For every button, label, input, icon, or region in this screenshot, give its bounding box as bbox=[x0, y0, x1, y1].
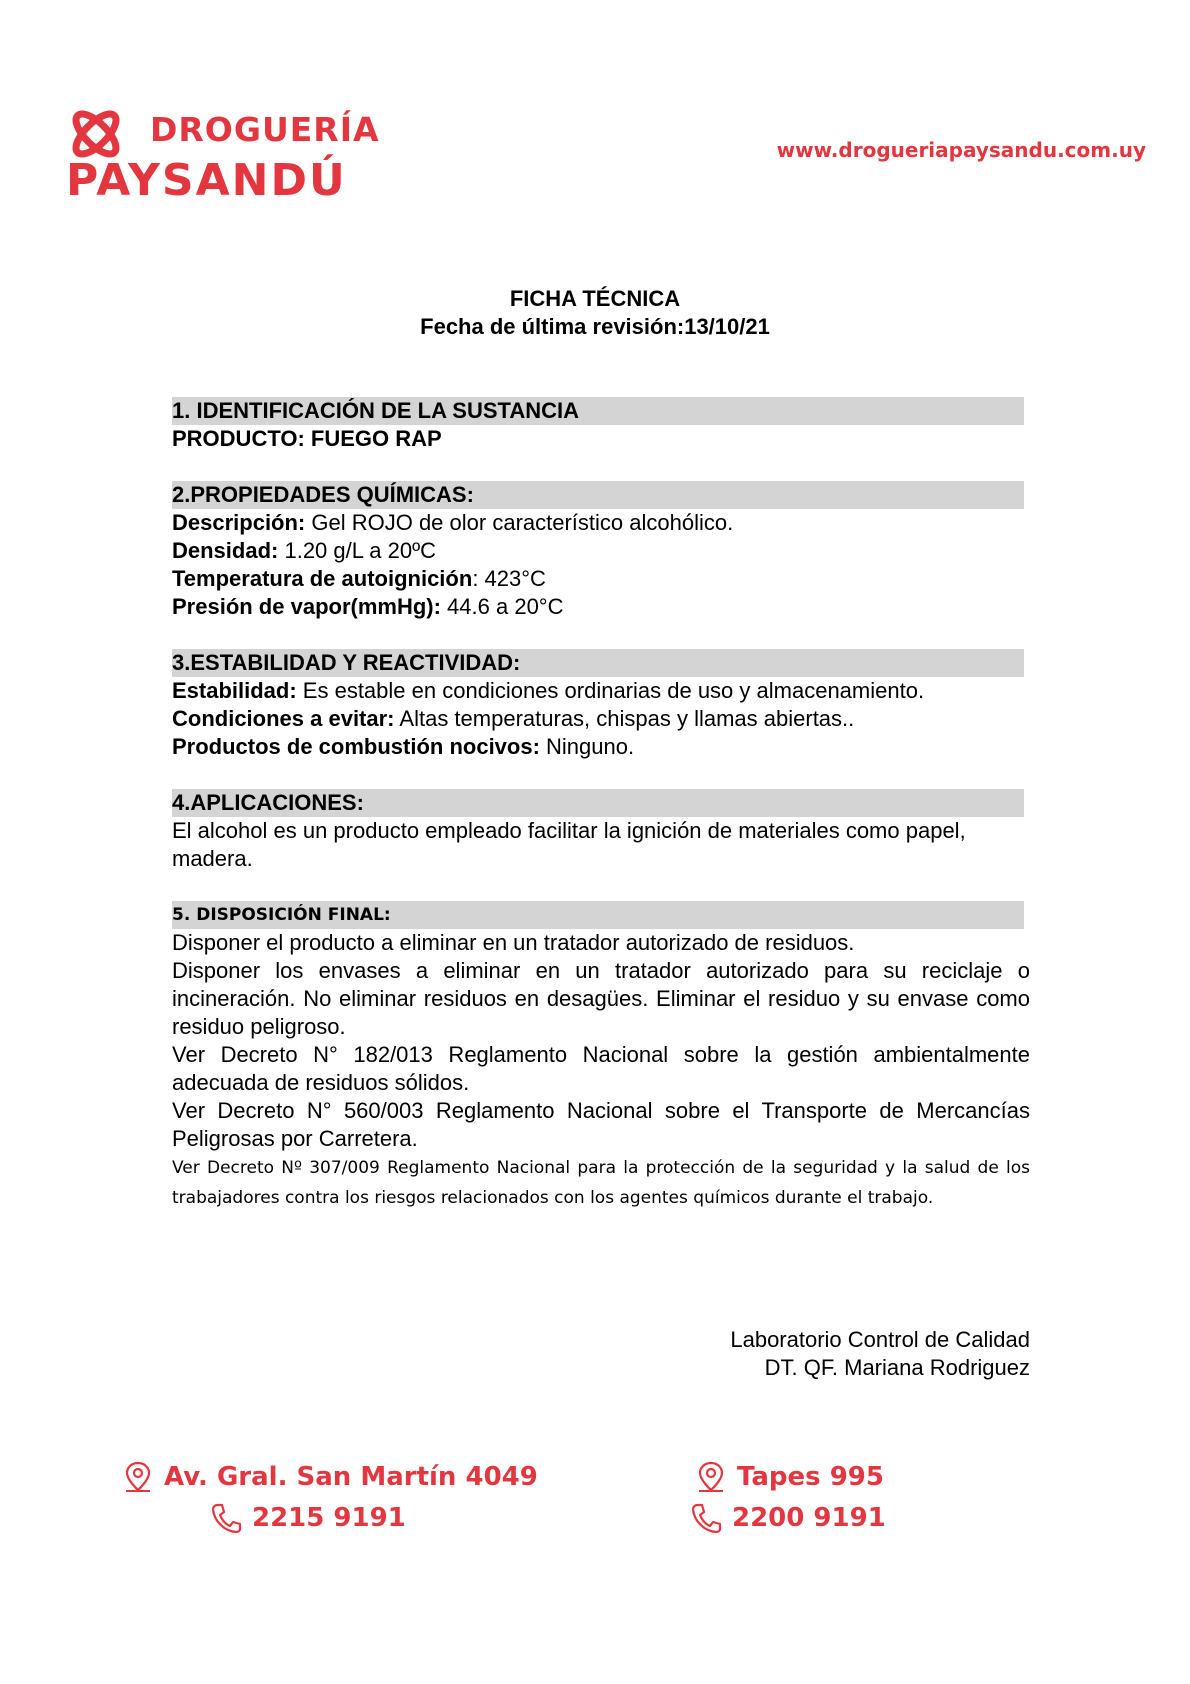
signature-department: Laboratorio Control de Calidad bbox=[730, 1327, 1030, 1352]
document-title: FICHA TÉCNICA bbox=[509, 286, 681, 311]
location-pin-icon bbox=[695, 1460, 727, 1494]
address-1-text: Av. Gral. San Martín 4049 bbox=[164, 1462, 538, 1492]
website-link[interactable]: www.drogueriapaysandu.com.uy bbox=[776, 138, 1146, 162]
company-logo bbox=[64, 100, 404, 210]
phone-icon bbox=[210, 1501, 242, 1535]
document-body bbox=[172, 397, 1030, 1213]
section-2-heading: 2.PROPIEDADES QUÍMICAS: bbox=[172, 481, 1024, 509]
disposal-paragraph-2: Disponer los envases a eliminar en un tratador autorizado para su reciclaje o incineración. No eliminar residuos en desagües. Eliminar el residuo y su envase como residuo peligroso. bbox=[172, 958, 1030, 1039]
revision-date: Fecha de última revisión:13/10/21 bbox=[420, 314, 770, 339]
conditions-to-avoid-row: Condiciones a evitar: Altas temperaturas, chispas y llamas abiertas.. bbox=[172, 706, 855, 731]
signature-block bbox=[730, 1326, 1030, 1382]
phone-icon bbox=[690, 1501, 722, 1535]
address-2-text: Tapes 995 bbox=[737, 1462, 884, 1492]
phone-1-text[interactable]: 2215 9191 bbox=[252, 1503, 406, 1533]
location-pin-icon bbox=[122, 1460, 154, 1494]
section-1-heading: 1. IDENTIFICACIÓN DE LA SUSTANCIA bbox=[172, 397, 1024, 425]
property-description: Descripción: Gel ROJO de olor característico alcohólico. bbox=[172, 510, 734, 535]
section-4-heading: 4.APLICACIONES: bbox=[172, 789, 1024, 817]
combustion-products-row: Productos de combustión nocivos: Ninguno. bbox=[172, 734, 635, 759]
disposal-paragraph-5: Ver Decreto Nº 307/009 Reglamento Nacional para la protección de la seguridad y la salud de los trabajadores contra los riesgos relacionados con los agentes químicos durante el trabajo. bbox=[172, 1158, 1030, 1208]
section-5-heading: 5. DISPOSICIÓN FINAL: bbox=[172, 901, 1024, 929]
disposal-paragraph-4: Ver Decreto N° 560/003 Reglamento Nacional sobre el Transporte de Mercancías Peligrosas por Carretera. bbox=[172, 1098, 1030, 1151]
applications-text: El alcohol es un producto empleado facilitar la ignición de materiales como papel, madera. bbox=[172, 818, 966, 871]
disposal-paragraph-1: Disponer el producto a eliminar en un tratador autorizado de residuos. bbox=[172, 930, 855, 955]
property-vapor-pressure: Presión de vapor(mmHg): 44.6 a 20°C bbox=[172, 594, 564, 619]
property-density: Densidad: 1.20 g/L a 20ºC bbox=[172, 538, 437, 563]
property-autoignition: Temperatura de autoignición: 423°C bbox=[172, 566, 546, 591]
brand-name-line2: PAYSANDÚ bbox=[66, 155, 347, 206]
section-3-heading: 3.ESTABILIDAD Y REACTIVIDAD: bbox=[172, 649, 1024, 677]
product-name: PRODUCTO: FUEGO RAP bbox=[172, 426, 442, 451]
disposal-paragraph-3: Ver Decreto N° 182/013 Reglamento Nacional sobre la gestión ambientalmente adecuada de residuos sólidos. bbox=[172, 1042, 1030, 1095]
brand-name-line1: DROGUERÍA bbox=[150, 110, 380, 149]
stability-row: Estabilidad: Es estable en condiciones ordinarias de uso y almacenamiento. bbox=[172, 678, 925, 703]
phone-2-text[interactable]: 2200 9191 bbox=[732, 1503, 886, 1533]
signature-person: DT. QF. Mariana Rodriguez bbox=[764, 1355, 1030, 1380]
